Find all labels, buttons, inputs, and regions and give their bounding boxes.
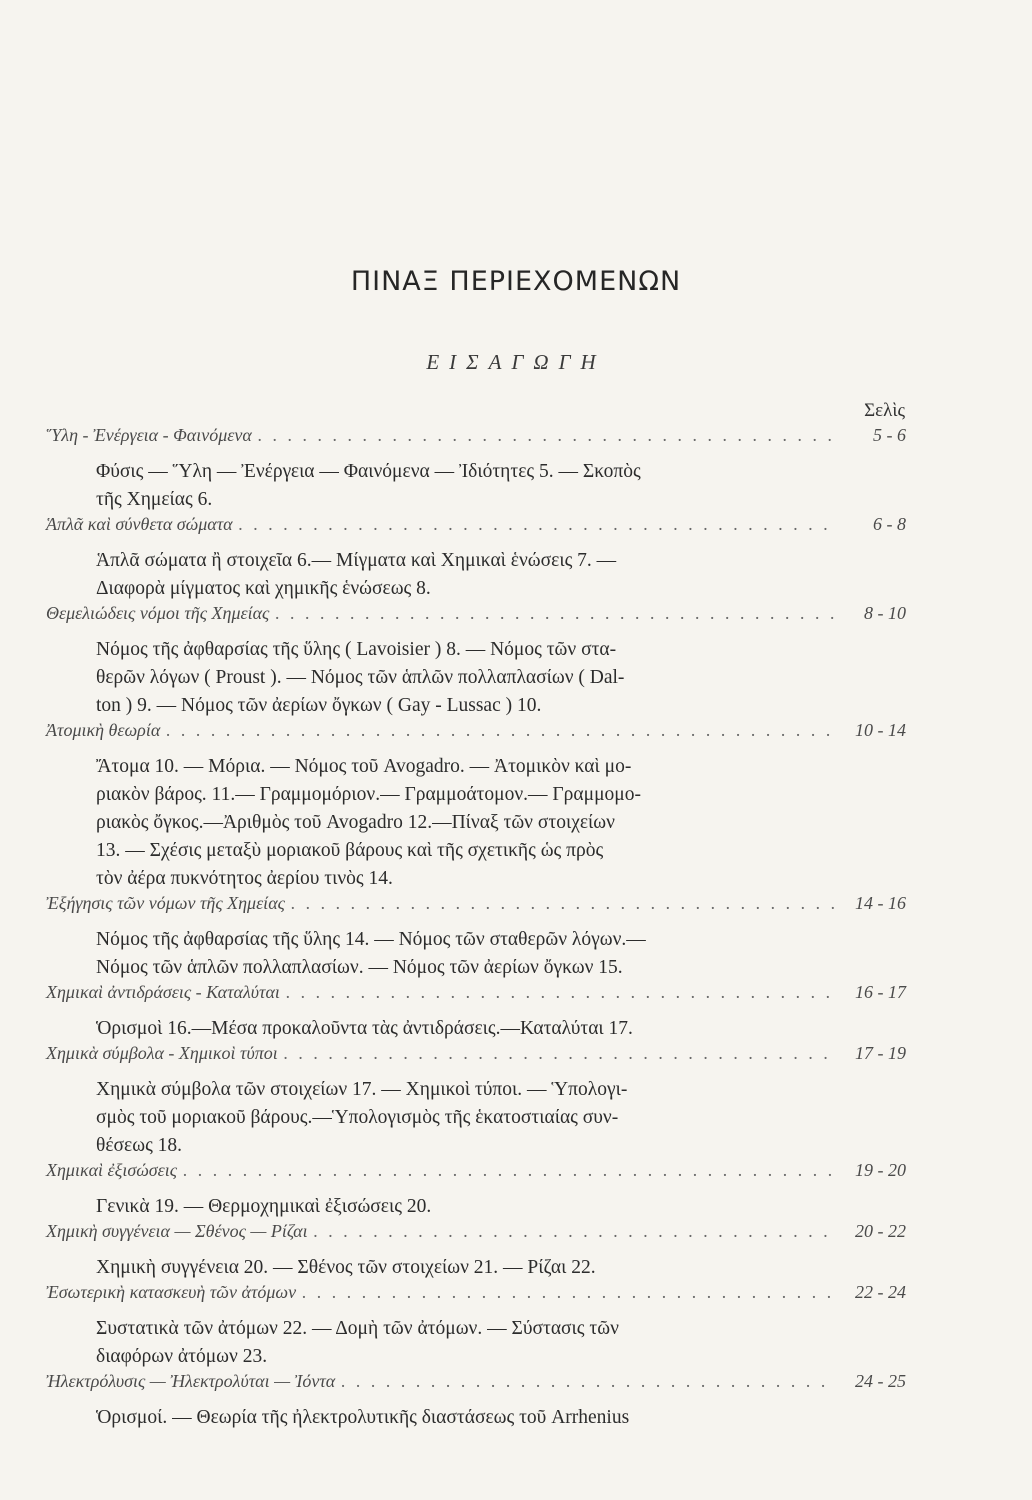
toc-entry-description: [96, 1254, 816, 1282]
toc-entry-description: [96, 753, 816, 893]
toc-entry-pages: 24 - 25: [855, 1371, 906, 1391]
toc-entry-line: Νόμος τῆς ἀφθαρσίας τῆς ὕλης ( Lavoisier ) 8. — Νόμος τῶν στα-: [96, 639, 617, 660]
toc-entry-line: Φύσις — Ὕλη — Ἐνέργεια — Φαινόμενα — Ἰδιότητες 5. — Σκοπὸς: [96, 461, 641, 482]
toc-entry-line: Χημικὴ συγγένεια 20. — Σθένος τῶν στοιχείων 21. — Ρίζαι 22.: [96, 1257, 596, 1278]
toc-entry-line: ριακὸς ὄγκος.—Ἀριθμὸς τοῦ Avogadro 12.—Πίναξ τῶν στοιχείων: [96, 812, 615, 833]
toc-entry-line: 13. — Σχέσις μεταξὺ μοριακοῦ βάρους καὶ τῆς σχετικῆς ὡς πρὸς: [96, 840, 604, 861]
toc-entry-line: Συστατικὰ τῶν ἀτόμων 22. — Δομὴ τῶν ἀτόμων. — Σύστασις τῶν: [96, 1318, 619, 1339]
toc-entry-description: [96, 1076, 816, 1160]
dot-leader: [302, 1282, 834, 1303]
dot-leader: [275, 603, 834, 624]
toc-entry-title: Ἁπλᾶ καὶ σύνθετα σώματα: [46, 514, 233, 534]
toc-entry-title: Ὕλη - Ἐνέργεια - Φαινόμενα: [46, 425, 252, 445]
toc-entry-pages: 17 - 19: [855, 1043, 906, 1063]
toc-entry-title: Χημικαὶ ἀντιδράσεις - Καταλύται: [46, 982, 280, 1002]
toc-entry-description: [96, 547, 816, 603]
toc-entry-heading: [46, 1371, 906, 1404]
toc-entry-pages: 10 - 14: [855, 720, 906, 740]
toc-entry-heading: [46, 1160, 906, 1193]
toc-entry-pages: 22 - 24: [855, 1282, 906, 1302]
toc-entry: [46, 1160, 906, 1221]
toc-entry-line: Ὁρισμοὶ 16.—Μέσα προκαλοῦντα τὰς ἀντιδράσεις.—Καταλύται 17.: [96, 1018, 633, 1039]
dot-leader: [291, 893, 834, 914]
toc-entry-title: Ἠλεκτρόλυσις — Ἠλεκτρολύται — Ἰόντα: [46, 1371, 336, 1391]
toc-entry-pages: 8 - 10: [864, 603, 906, 623]
toc-entry-line: Ἁπλᾶ σώματα ἢ στοιχεῖα 6.— Μίγματα καὶ Χημικαὶ ἑνώσεις 7. —: [96, 550, 617, 571]
toc-entry-line: Νόμος τῆς ἀφθαρσίας τῆς ὕλης 14. — Νόμος τῶν σταθερῶν λόγων.—: [96, 929, 646, 950]
toc-entry-description: [96, 1404, 816, 1432]
toc-entry: [46, 1221, 906, 1282]
dot-leader: [183, 1160, 834, 1181]
toc-entry-pages: 16 - 17: [855, 982, 906, 1002]
dot-leader: [166, 720, 834, 741]
dot-leader: [284, 1043, 834, 1064]
toc-entry-line: Ὁρισμοί. — Θεωρία τῆς ἠλεκτρολυτικῆς διαστάσεως τοῦ Arrhenius: [96, 1407, 630, 1428]
toc-entry: [46, 1043, 906, 1160]
toc-entry-title: Χημικὴ συγγένεια — Σθένος — Ρίζαι: [46, 1221, 308, 1241]
dot-leader: [258, 425, 834, 446]
toc-entry-heading: [46, 1282, 906, 1315]
toc-entry-pages: 19 - 20: [855, 1160, 906, 1180]
toc-entry-description: [96, 458, 816, 514]
toc-entry-heading: [46, 982, 906, 1015]
section-subtitle: ΕΙΣΑΓΩΓΗ: [426, 350, 606, 374]
toc-entry-pages: 5 - 6: [873, 425, 906, 445]
toc-entry-pages: 14 - 16: [855, 893, 906, 913]
toc-entry-description: [96, 1193, 816, 1221]
toc-entry-line: Διαφορὰ μίγματος καὶ χημικῆς ἑνώσεως 8.: [96, 578, 431, 599]
toc-entry-title: Χημικὰ σύμβολα - Χημικοὶ τύποι: [46, 1043, 278, 1063]
toc-entry-title: Χημικαὶ ἐξισώσεις: [46, 1160, 178, 1180]
toc-entry-line: Γενικὰ 19. — Θερμοχημικαὶ ἐξισώσεις 20.: [96, 1196, 432, 1217]
toc-entry-title: Ἐξήγησις τῶν νόμων τῆς Χημείας: [46, 893, 285, 913]
toc-entry-heading: [46, 603, 906, 636]
toc-entry-pages: 20 - 22: [855, 1221, 906, 1241]
toc-entry-heading: [46, 1221, 906, 1254]
toc-entry-description: [96, 636, 816, 720]
table-of-contents: [46, 425, 906, 1432]
toc-entry: [46, 514, 906, 603]
toc-entry-title: Ἐσωτερικὴ κατασκευὴ τῶν ἀτόμων: [46, 1282, 297, 1302]
dot-leader: [239, 514, 834, 535]
toc-entry-title: Ἀτομικὴ θεωρία: [46, 720, 161, 740]
toc-entry-line: Νόμος τῶν ἁπλῶν πολλαπλασίων. — Νόμος τῶν ἀερίων ὄγκων 15.: [96, 957, 623, 978]
toc-entry: [46, 603, 906, 720]
toc-entry-pages: 6 - 8: [873, 514, 906, 534]
toc-entry-line: τὸν ἀέρα πυκνότητος ἀερίου τινὸς 14.: [96, 868, 393, 889]
dot-leader: [314, 1221, 834, 1242]
dot-leader: [341, 1371, 834, 1392]
dot-leader: [286, 982, 834, 1003]
toc-entry-heading: [46, 893, 906, 926]
toc-entry-heading: [46, 720, 906, 753]
toc-entry-title: Θεμελιώδεις νόμοι τῆς Χημείας: [46, 603, 270, 623]
toc-entry-line: ριακὸν βάρος. 11.— Γραμμομόριον.— Γραμμοάτομον.— Γραμμομο-: [96, 784, 641, 805]
toc-entry-line: Χημικὰ σύμβολα τῶν στοιχείων 17. — Χημικοὶ τύποι. — Ὑπολογι-: [96, 1079, 628, 1100]
toc-entry-description: [96, 1015, 816, 1043]
toc-entry-line: τῆς Χημείας 6.: [96, 489, 213, 510]
toc-entry: [46, 982, 906, 1043]
toc-entry: [46, 425, 906, 514]
toc-entry-description: [96, 926, 816, 982]
toc-entry: [46, 893, 906, 982]
toc-entry-line: Ἄτομα 10. — Μόρια. — Νόμος τοῦ Avogadro. — Ἀτομικὸν καὶ μο-: [96, 756, 632, 777]
toc-entry: [46, 720, 906, 893]
toc-entry-heading: [46, 514, 906, 547]
toc-entry-line: διαφόρων ἀτόμων 23.: [96, 1346, 268, 1367]
page-title: ΠΙΝΑΞ ΠΕΡΙΕΧΟΜΕΝΩΝ: [350, 266, 682, 297]
toc-entry-line: θέσεως 18.: [96, 1135, 183, 1156]
toc-entry-description: [96, 1315, 816, 1371]
pages-column-label: Σελὶς: [864, 400, 905, 421]
toc-entry-heading: [46, 425, 906, 458]
toc-entry: [46, 1371, 906, 1432]
toc-entry: [46, 1282, 906, 1371]
toc-entry-line: σμὸς τοῦ μοριακοῦ βάρους.—Ὑπολογισμὸς τῆς ἑκατοστιαίας συν-: [96, 1107, 619, 1128]
toc-entry-heading: [46, 1043, 906, 1076]
toc-entry-line: θερῶν λόγων ( Proust ). — Νόμος τῶν ἁπλῶν πολλαπλασίων ( Dal-: [96, 667, 625, 688]
toc-entry-line: ton ) 9. — Νόμος τῶν ἀερίων ὄγκων ( Gay - Lussac ) 10.: [96, 695, 542, 716]
